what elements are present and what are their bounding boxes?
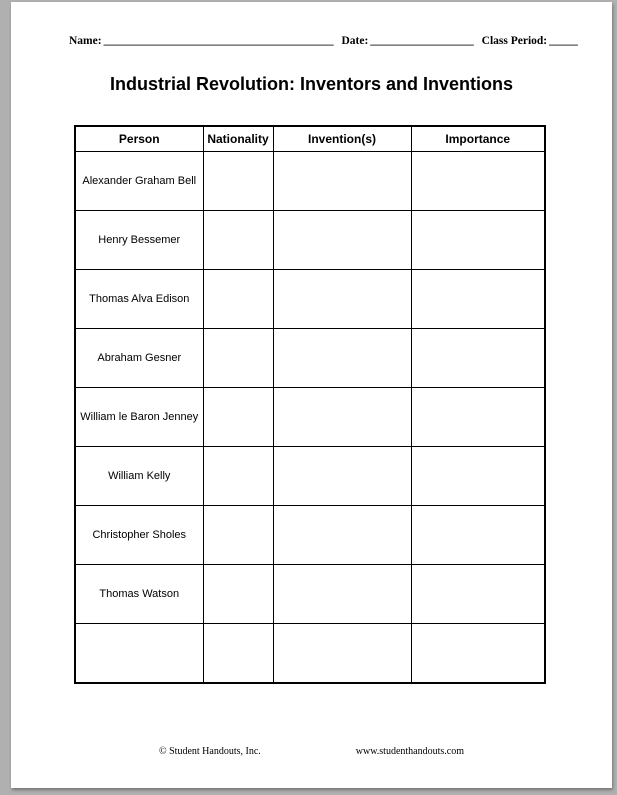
person-cell: Alexander Graham Bell <box>75 152 203 211</box>
inventions-cell <box>273 211 411 270</box>
worksheet-page <box>11 2 612 788</box>
student-info-line <box>69 35 578 47</box>
page-footer <box>11 746 612 757</box>
table-row <box>75 624 545 684</box>
column-header-nationality: Nationality <box>203 126 273 152</box>
importance-cell <box>411 447 545 506</box>
inventions-cell <box>273 506 411 565</box>
person-cell: Christopher Sholes <box>75 506 203 565</box>
inventions-cell <box>273 447 411 506</box>
name-label: Name: <box>69 35 102 47</box>
importance-cell <box>411 270 545 329</box>
table-header-row <box>75 126 545 152</box>
importance-cell <box>411 211 545 270</box>
page-title: Industrial Revolution: Inventors and Inventions <box>109 74 514 94</box>
table-row <box>75 447 545 506</box>
person-cell: Abraham Gesner <box>75 329 203 388</box>
nationality-cell <box>203 506 273 565</box>
importance-cell <box>411 329 545 388</box>
nationality-cell <box>203 565 273 624</box>
person-cell: William le Baron Jenney <box>75 388 203 447</box>
inventors-table <box>74 125 546 684</box>
table-row <box>75 506 545 565</box>
date-blank: __________________ <box>370 35 474 47</box>
table-row <box>75 329 545 388</box>
class-period-blank: _____ <box>549 35 578 47</box>
nationality-cell <box>203 270 273 329</box>
nationality-cell <box>203 211 273 270</box>
nationality-cell <box>203 329 273 388</box>
inventions-cell <box>273 329 411 388</box>
footer-website: www.studenthandouts.com <box>355 746 464 757</box>
inventions-cell <box>273 388 411 447</box>
nationality-cell <box>203 624 273 684</box>
column-header-person: Person <box>75 126 203 152</box>
class-period-label: Class Period: <box>481 35 548 47</box>
nationality-cell <box>203 388 273 447</box>
importance-cell <box>411 388 545 447</box>
inventions-cell <box>273 270 411 329</box>
person-cell: Thomas Alva Edison <box>75 270 203 329</box>
table-row <box>75 211 545 270</box>
column-header-importance: Importance <box>411 126 545 152</box>
table-row <box>75 270 545 329</box>
footer-copyright: © Student Handouts, Inc. <box>159 746 261 757</box>
nationality-cell <box>203 152 273 211</box>
table-row <box>75 152 545 211</box>
importance-cell <box>411 506 545 565</box>
importance-cell <box>411 152 545 211</box>
importance-cell <box>411 565 545 624</box>
importance-cell <box>411 624 545 684</box>
column-header-inventions: Invention(s) <box>273 126 411 152</box>
table-row <box>75 565 545 624</box>
person-cell: William Kelly <box>75 447 203 506</box>
date-label: Date: <box>341 35 369 47</box>
inventions-cell <box>273 565 411 624</box>
person-cell: Thomas Watson <box>75 565 203 624</box>
inventions-cell <box>273 624 411 684</box>
person-cell: Henry Bessemer <box>75 211 203 270</box>
table-row <box>75 388 545 447</box>
person-cell <box>75 624 203 684</box>
nationality-cell <box>203 447 273 506</box>
name-blank: ________________________________________ <box>103 35 334 47</box>
inventions-cell <box>273 152 411 211</box>
